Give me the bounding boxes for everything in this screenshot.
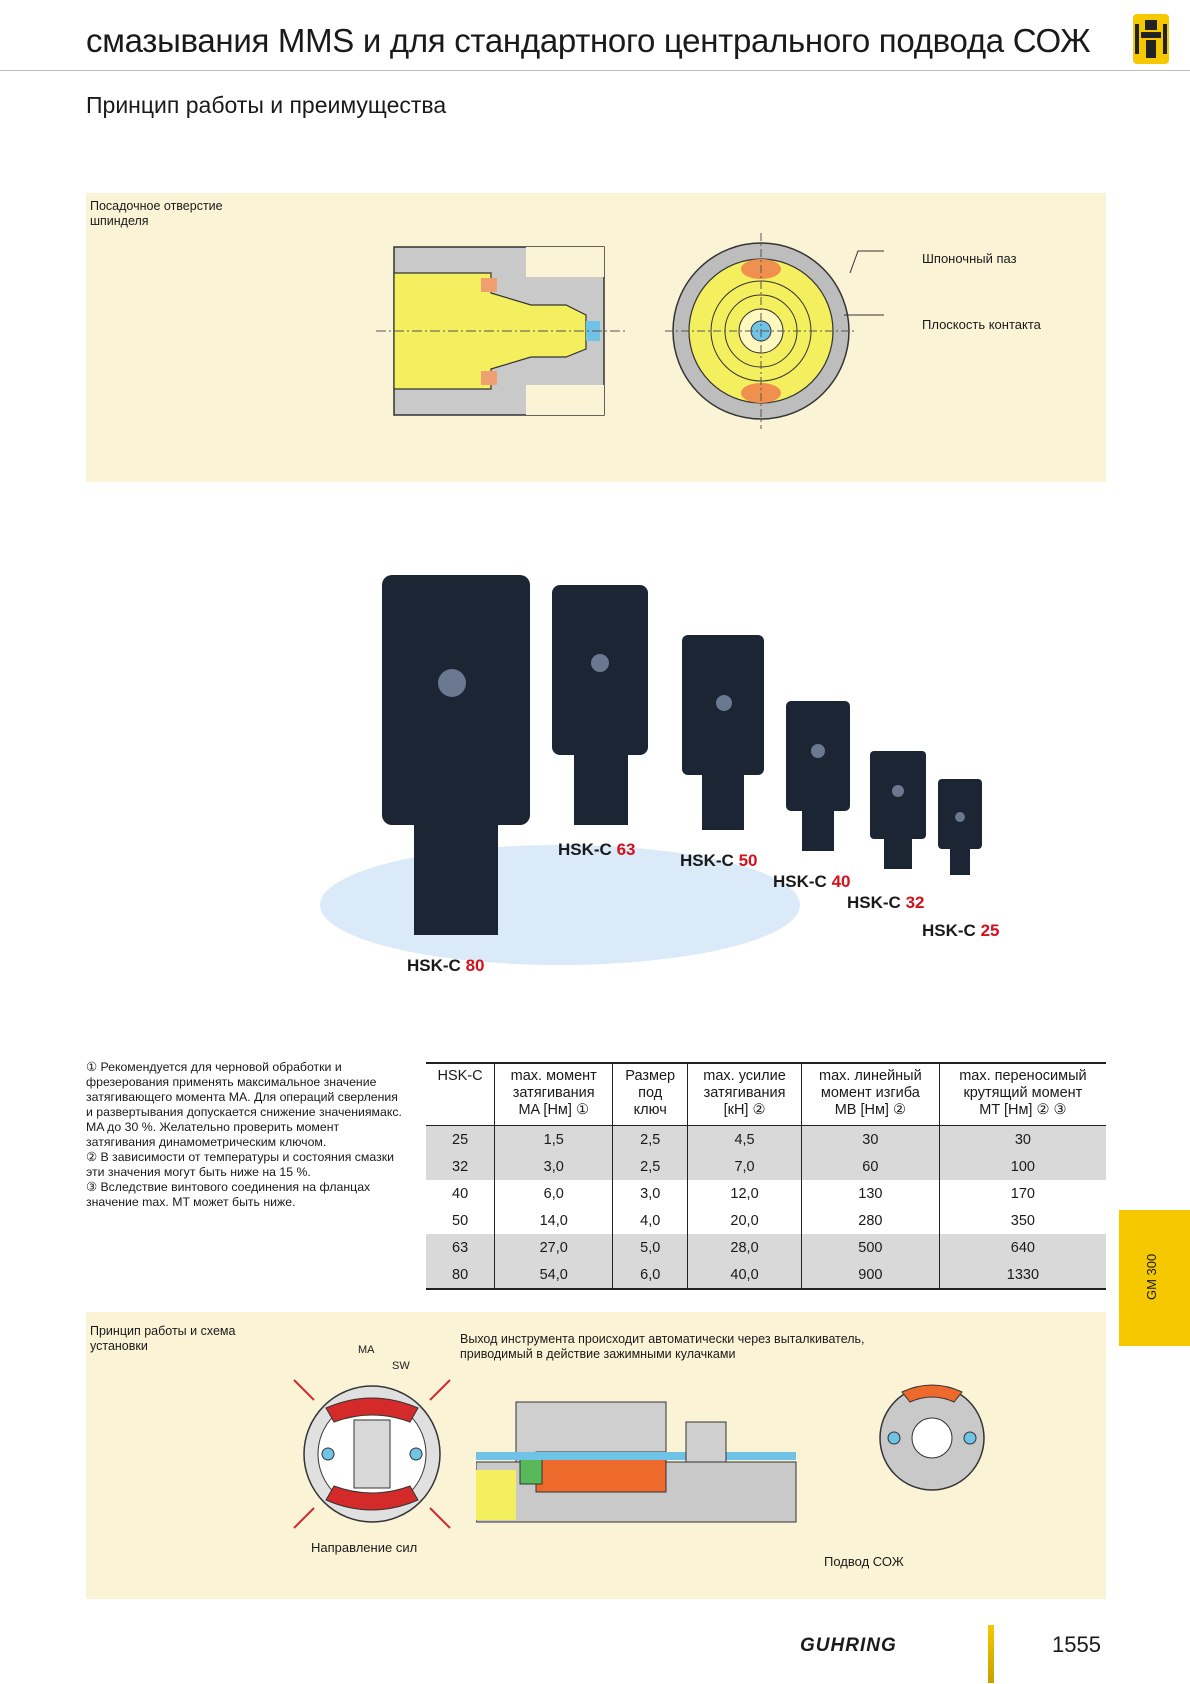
table-header-line: крутящий момент bbox=[963, 1085, 1083, 1101]
spindle-section-drawing bbox=[376, 233, 626, 433]
wrench-size-label: SW bbox=[392, 1360, 410, 1372]
table-header-line: затягивания bbox=[512, 1085, 595, 1101]
table-header-cell bbox=[801, 1063, 939, 1126]
page-subtitle: Принцип работы и преимущества bbox=[86, 92, 447, 118]
table-cell: 20,0 bbox=[688, 1207, 802, 1234]
table-cell: 25 bbox=[452, 1131, 469, 1148]
footnote-1: ① Рекомендуется для черновой обработки и фрезерования применять максимальное значение затягивающего момента MA. Для операций сверления и развертывания допускается снижение значениямакс. MA до 30 %. Желательно проверить момент затягивания динамометрическим ключом. bbox=[86, 1060, 402, 1149]
contact-plane-label: Плоскость контакта bbox=[922, 317, 1041, 332]
table-cell: 40,0 bbox=[688, 1261, 802, 1289]
table-header-row bbox=[426, 1063, 1106, 1126]
product-label-hsk-c-80: HSK-C 80 bbox=[407, 956, 485, 975]
table-cell: 100 bbox=[939, 1153, 1106, 1180]
table-cell: 80 bbox=[426, 1261, 495, 1289]
table-cell: 500 bbox=[801, 1234, 939, 1261]
table-header-line: [кН] ② bbox=[723, 1102, 766, 1118]
table-cell: 4,5 bbox=[688, 1126, 802, 1154]
table-cell: 6,0 bbox=[613, 1261, 688, 1289]
table-cell: 4,0 bbox=[613, 1207, 688, 1234]
installation-caption: Принцип работы и схема установки bbox=[90, 1324, 236, 1353]
product-photo bbox=[300, 555, 1020, 995]
table-cell: 30 bbox=[939, 1126, 1106, 1154]
table-cell: 32 bbox=[452, 1158, 469, 1175]
table-header-line: момент изгиба bbox=[820, 1085, 920, 1101]
flange-front-view bbox=[872, 1372, 992, 1502]
ejection-description: Выход инструмента происходит автоматически через выталкиватель, приводимый в действие зажимными кулачками bbox=[460, 1332, 865, 1361]
section-tab bbox=[1119, 1210, 1190, 1346]
table-cell: 280 bbox=[801, 1207, 939, 1234]
table-header-line: max. переносимый bbox=[959, 1068, 1087, 1084]
table-cell: 54,0 bbox=[495, 1261, 613, 1289]
table-header-line: под bbox=[638, 1085, 663, 1101]
table-cell: 1330 bbox=[939, 1261, 1106, 1289]
table-cell: 2,5 bbox=[613, 1153, 688, 1180]
table-header-cell bbox=[939, 1063, 1106, 1126]
footnotes bbox=[86, 1060, 406, 1210]
table-header-line: MB [Нм] ② bbox=[834, 1102, 906, 1118]
ejection-section-drawing bbox=[476, 1382, 806, 1552]
table-header-line: max. линейный bbox=[818, 1068, 922, 1084]
table-cell: 60 bbox=[801, 1153, 939, 1180]
table-cell: 14,0 bbox=[495, 1207, 613, 1234]
installation-panel bbox=[86, 1312, 1106, 1599]
table-header-line: ключ bbox=[633, 1102, 667, 1118]
table-header-line: HSK-C bbox=[437, 1068, 483, 1084]
table-cell: 350 bbox=[939, 1207, 1106, 1234]
coolant-supply-label: Подвод СОЖ bbox=[824, 1554, 904, 1569]
table-row bbox=[426, 1261, 1106, 1289]
section-tab-label: GM 300 bbox=[1144, 1253, 1159, 1300]
table-cell: 5,0 bbox=[613, 1234, 688, 1261]
table-cell: 28,0 bbox=[688, 1234, 802, 1261]
table-header-line: max. момент bbox=[510, 1068, 597, 1084]
table-cell: 3,0 bbox=[613, 1180, 688, 1207]
product-label-hsk-c-50: HSK-C 50 bbox=[680, 851, 758, 870]
table-header-cell bbox=[495, 1063, 613, 1126]
table-cell: 12,0 bbox=[688, 1180, 802, 1207]
force-direction-label: Направление сил bbox=[311, 1540, 418, 1555]
footnote-3: ③ Вследствие винтового соединения на фланцах значение max. MT может быть ниже. bbox=[86, 1180, 371, 1209]
footnote-2: ② В зависимости от температуры и состояния смазки эти значения могут быть ниже на 15 %. bbox=[86, 1150, 394, 1179]
table-row bbox=[426, 1234, 1106, 1261]
product-label-hsk-c-32: HSK-C 32 bbox=[847, 893, 925, 912]
table-cell: 900 bbox=[801, 1261, 939, 1289]
table-header-cell bbox=[426, 1063, 495, 1126]
table-header-line: затягивания bbox=[703, 1085, 786, 1101]
table-cell: 130 bbox=[801, 1180, 939, 1207]
tool-category-icon bbox=[1133, 14, 1169, 64]
table-cell: 50 bbox=[452, 1212, 469, 1229]
spec-table bbox=[426, 1062, 1106, 1290]
page-number: 1555 bbox=[1052, 1632, 1101, 1657]
table-header-line: MT [Нм] ② ③ bbox=[979, 1102, 1067, 1118]
keyway-label: Шпоночный паз bbox=[922, 251, 1017, 266]
table-cell: 63 bbox=[452, 1239, 469, 1256]
torque-ma-label: MA bbox=[358, 1344, 375, 1356]
page-title: смазывания MMS и для стандартного центрального подвода СОЖ bbox=[86, 22, 1091, 59]
table-cell: 40 bbox=[452, 1185, 469, 1202]
footer-accent-bar bbox=[988, 1625, 994, 1683]
table-header-line: Размер bbox=[625, 1068, 676, 1084]
table-header-cell bbox=[613, 1063, 688, 1126]
table-cell: 2,5 bbox=[613, 1126, 688, 1154]
table-cell: 6,0 bbox=[495, 1180, 613, 1207]
table-cell: 27,0 bbox=[495, 1234, 613, 1261]
spindle-diagram-panel bbox=[86, 193, 1106, 482]
table-cell: 30 bbox=[801, 1126, 939, 1154]
table-row bbox=[426, 1180, 1106, 1207]
brand-logo: GUHRING bbox=[800, 1635, 897, 1656]
header-divider bbox=[0, 70, 1190, 71]
table-header-line: max. усилие bbox=[703, 1068, 786, 1084]
spec-table-wrapper bbox=[426, 1062, 1106, 1290]
product-label-hsk-c-63: HSK-C 63 bbox=[558, 840, 636, 859]
table-row bbox=[426, 1153, 1106, 1180]
product-label-hsk-c-25: HSK-C 25 bbox=[922, 921, 1000, 940]
table-header-cell bbox=[688, 1063, 802, 1126]
table-cell: 640 bbox=[939, 1234, 1106, 1261]
tool-holders-illustration bbox=[300, 555, 1020, 995]
table-row bbox=[426, 1207, 1106, 1234]
table-cell: 7,0 bbox=[688, 1153, 802, 1180]
force-direction-diagram bbox=[286, 1350, 456, 1540]
table-header-line: MA [Нм] ① bbox=[518, 1102, 589, 1118]
panel-caption: Посадочное отверстие шпинделя bbox=[90, 199, 223, 228]
table-cell: 1,5 bbox=[495, 1126, 613, 1154]
table-cell: 3,0 bbox=[495, 1153, 613, 1180]
product-label-hsk-c-40: HSK-C 40 bbox=[773, 872, 851, 891]
table-row bbox=[426, 1126, 1106, 1154]
table-cell: 170 bbox=[939, 1180, 1106, 1207]
